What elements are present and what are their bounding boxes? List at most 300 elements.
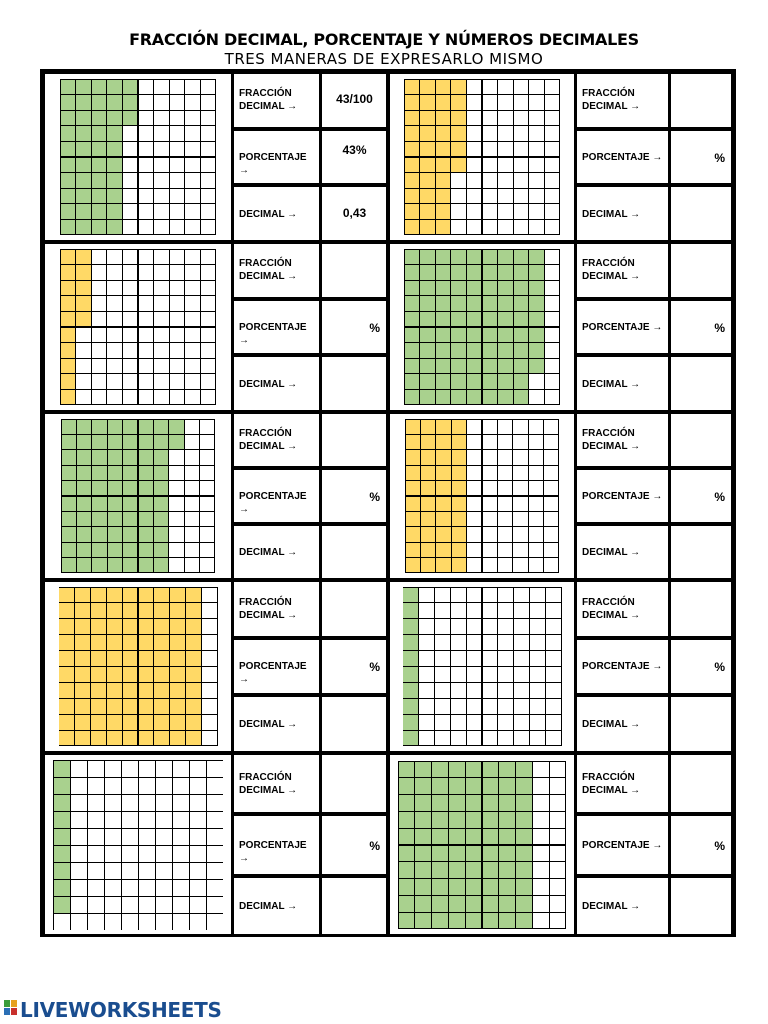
decimal-answer-cell[interactable] [669, 876, 733, 937]
grid-square [200, 450, 214, 464]
fraction-label: FRACCIÓN DECIMAL → [239, 258, 298, 283]
grid-square [61, 265, 76, 280]
grid-square [61, 328, 76, 343]
grid-square [419, 731, 434, 746]
fraction-label: FRACCIÓN DECIMAL → [582, 428, 641, 452]
grid-square [436, 481, 450, 495]
grid-square [467, 390, 482, 405]
grid-square [420, 204, 435, 219]
grid-square [170, 374, 185, 389]
grid-square [483, 250, 498, 265]
grid-square [77, 420, 91, 434]
label-cell [575, 129, 670, 186]
grid-square [185, 189, 200, 204]
percent-answer-cell[interactable] [669, 299, 733, 356]
grid-square [436, 558, 450, 572]
grid-square [483, 328, 498, 343]
grid-square [76, 390, 91, 405]
grid-square [139, 635, 154, 650]
grid-square [514, 265, 529, 280]
grid-square [529, 543, 543, 557]
decimal-answer-cell[interactable] [669, 695, 733, 753]
grid-square [123, 173, 138, 188]
grid-square [483, 158, 498, 173]
percent-answer-cell[interactable] [320, 468, 388, 524]
grid-square [201, 189, 216, 204]
grid-square [108, 466, 122, 480]
grid-square [202, 619, 217, 634]
grid-square [185, 435, 199, 449]
grid-square [498, 481, 512, 495]
grid-square [77, 466, 91, 480]
grid-square [173, 812, 189, 828]
grid-square [449, 778, 465, 794]
grid-square [513, 481, 527, 495]
grid-square [190, 812, 206, 828]
grid-square [451, 699, 466, 714]
grid-square [436, 312, 451, 327]
grid-square [498, 651, 513, 666]
grid-square [185, 95, 200, 110]
grid-square [432, 778, 448, 794]
grid-square [107, 250, 122, 265]
grid-square [190, 880, 206, 896]
grid-square [483, 778, 499, 794]
grid-square [546, 635, 561, 650]
grid-square [54, 795, 70, 811]
fraction-answer-cell[interactable] [669, 242, 733, 299]
grid-square [169, 450, 183, 464]
percent-answer-cell[interactable] [669, 814, 733, 875]
grid-square [405, 158, 420, 173]
grid-square [529, 296, 544, 311]
percent-answer-cell[interactable] [320, 299, 388, 356]
grid-square [451, 281, 466, 296]
grid-square [498, 296, 513, 311]
grid-square [169, 466, 183, 480]
grid-square [77, 558, 91, 572]
percent-label: PORCENTAJE → [239, 661, 307, 686]
grid-square [62, 543, 76, 557]
grid-square [513, 512, 527, 526]
grid-square [76, 343, 91, 358]
fraction-label: FRACCIÓN DECIMAL → [239, 428, 298, 452]
decimal-answer-cell[interactable] [320, 695, 388, 753]
fraction-answer-cell[interactable] [669, 753, 733, 814]
percent-symbol: % [714, 150, 725, 165]
grid-square [88, 897, 104, 913]
fraction-label: FRACCIÓN DECIMAL → [582, 88, 641, 113]
percent-symbol: % [369, 490, 380, 504]
grid-square [76, 312, 91, 327]
grid-square [88, 761, 104, 777]
grid-square [451, 635, 466, 650]
grid-square [530, 683, 545, 698]
grid-square [483, 896, 499, 912]
grid-square [467, 731, 482, 746]
grid-square [419, 651, 434, 666]
grid-square [467, 296, 482, 311]
grid-square [467, 450, 481, 464]
grid-square [202, 603, 217, 618]
grid-square [545, 204, 560, 219]
grid-square [403, 667, 418, 682]
grid-square [200, 497, 214, 511]
grid-square [452, 481, 466, 495]
fraction-answer-cell[interactable] [669, 580, 733, 638]
grid-square [514, 281, 529, 296]
grid-square [61, 126, 76, 141]
grid-square [190, 846, 206, 862]
grid-square [122, 846, 138, 862]
grid-square [451, 158, 466, 173]
decimal-answer-cell[interactable] [669, 355, 733, 412]
grid-square [405, 250, 420, 265]
grid-square [514, 95, 529, 110]
grid-square [91, 683, 106, 698]
fraction-answer-cell[interactable] [669, 72, 733, 129]
label-cell [232, 129, 321, 186]
decimal-label: DECIMAL → [582, 901, 641, 913]
grid-square [139, 667, 154, 682]
grid-square [91, 699, 106, 714]
grid-square [207, 880, 223, 896]
grid-square [466, 812, 482, 828]
grid-square [139, 142, 154, 157]
grid-square [154, 466, 168, 480]
grid-square [92, 281, 107, 296]
fraction-answer-cell[interactable] [320, 580, 388, 638]
grid-square [514, 343, 529, 358]
grid-square [201, 343, 216, 358]
grid-square [483, 435, 497, 449]
grid-square [123, 95, 138, 110]
grid-square [467, 635, 482, 650]
grid-square [451, 343, 466, 358]
grid-square [92, 497, 106, 511]
grid-square [514, 158, 529, 173]
grid-square [550, 896, 566, 912]
grid-square [483, 846, 499, 862]
grid-square [498, 111, 513, 126]
grid-square [467, 265, 482, 280]
percent-answer-cell[interactable] [320, 129, 388, 186]
grid-square [108, 420, 122, 434]
grid-square [483, 450, 497, 464]
grid-square [516, 795, 532, 811]
hundred-grid-cell [43, 242, 233, 412]
grid-square [499, 913, 515, 929]
grid-square [107, 95, 122, 110]
grid-square [432, 762, 448, 778]
grid-square [546, 667, 561, 682]
grid-square [449, 846, 465, 862]
grid-square [54, 846, 70, 862]
label-cell [232, 580, 321, 638]
grid-square [529, 328, 544, 343]
grid-square [154, 126, 169, 141]
grid-square [76, 220, 91, 235]
grid-square [435, 619, 450, 634]
grid-square [498, 543, 512, 557]
grid-square [467, 588, 482, 603]
grid-square [403, 588, 418, 603]
grid-square [156, 812, 172, 828]
grid-square [107, 390, 122, 405]
grid-square [514, 390, 529, 405]
grid-square [139, 588, 154, 603]
grid-square [420, 189, 435, 204]
grid-square [154, 651, 169, 666]
grid-square [533, 913, 549, 929]
grid-square [108, 527, 122, 541]
grid-square [451, 126, 466, 141]
fraction-answer-cell[interactable] [320, 753, 388, 814]
decimal-answer-cell[interactable] [669, 524, 733, 580]
grid-square [107, 651, 122, 666]
grid-square [467, 497, 481, 511]
grid-square [451, 142, 466, 157]
grid-square [421, 512, 435, 526]
grid-square [62, 558, 76, 572]
grid-square [529, 512, 543, 526]
fraction-answer-cell[interactable] [320, 72, 388, 129]
grid-square [62, 497, 76, 511]
grid-square [483, 731, 498, 746]
grid-square [467, 80, 482, 95]
grid-square [201, 158, 216, 173]
grid-square [498, 281, 513, 296]
grid-square [185, 142, 200, 157]
grid-square [88, 863, 104, 879]
percent-answer-cell[interactable] [669, 638, 733, 696]
grid-square [170, 173, 185, 188]
grid-square [185, 281, 200, 296]
grid-square [545, 220, 560, 235]
grid-square [139, 220, 154, 235]
grid-square [202, 683, 217, 698]
fraction-answer-cell[interactable] [320, 242, 388, 299]
grid-square [415, 846, 431, 862]
percent-answer-cell[interactable] [320, 638, 388, 696]
grid-square [420, 328, 435, 343]
grid-square [449, 879, 465, 895]
grid-square [207, 761, 223, 777]
grid-square [498, 466, 512, 480]
grid-square [61, 390, 76, 405]
grid-square [173, 897, 189, 913]
percent-answer-cell[interactable] [669, 129, 733, 186]
grid-square [399, 795, 415, 811]
grid-square [513, 466, 527, 480]
grid-square [186, 603, 201, 618]
grid-square [62, 527, 76, 541]
grid-square [88, 880, 104, 896]
grid-square [399, 812, 415, 828]
grid-square [467, 359, 482, 374]
grid-square [498, 603, 513, 618]
grid-square [514, 619, 529, 634]
grid-square [76, 158, 91, 173]
grid-square [77, 481, 91, 495]
grid-square [91, 667, 106, 682]
grid-square [61, 204, 76, 219]
grid-square [419, 699, 434, 714]
grid-square [467, 204, 482, 219]
grid-square [420, 142, 435, 157]
grid-square [436, 80, 451, 95]
label-cell [575, 412, 670, 468]
grid-square [123, 359, 138, 374]
grid-square [61, 142, 76, 157]
grid-square [207, 795, 223, 811]
grid-square [533, 862, 549, 878]
grid-square [71, 863, 87, 879]
decimal-answer-cell[interactable] [320, 524, 388, 580]
grid-square [467, 111, 482, 126]
grid-square [139, 296, 154, 311]
grid-square [498, 328, 513, 343]
grid-square [92, 111, 107, 126]
grid-square [452, 512, 466, 526]
grid-square [76, 80, 91, 95]
fraction-answer-cell[interactable] [320, 412, 388, 468]
grid-square [514, 699, 529, 714]
grid-square [449, 812, 465, 828]
grid-square [420, 343, 435, 358]
grid-square [71, 795, 87, 811]
grid-square [92, 173, 107, 188]
grid-square [105, 897, 121, 913]
grid-square [399, 913, 415, 929]
grid-square [201, 296, 216, 311]
grid-square [514, 142, 529, 157]
grid-square [169, 543, 183, 557]
label-cell [232, 72, 321, 129]
grid-square [186, 619, 201, 634]
grid-square [61, 312, 76, 327]
grid-square [139, 435, 153, 449]
grid-square [123, 158, 138, 173]
label-cell [575, 355, 670, 412]
grid-square [545, 328, 560, 343]
grid-square [435, 699, 450, 714]
grid-square [529, 527, 543, 541]
grid-square [451, 204, 466, 219]
grid-square [107, 343, 122, 358]
grid-square [75, 699, 90, 714]
grid-square [432, 812, 448, 828]
grid-square [207, 863, 223, 879]
grid-square [154, 189, 169, 204]
grid-square [514, 667, 529, 682]
grid-square [123, 80, 138, 95]
grid-square [435, 731, 450, 746]
percent-answer-cell[interactable] [320, 814, 388, 875]
grid-square [122, 778, 138, 794]
grid-square [432, 829, 448, 845]
grid-square [154, 435, 168, 449]
grid-square [466, 896, 482, 912]
percent-answer-cell[interactable] [669, 468, 733, 524]
grid-square [546, 683, 561, 698]
grid-square [449, 862, 465, 878]
grid-square [139, 173, 154, 188]
grid-square [62, 420, 76, 434]
grid-square [466, 762, 482, 778]
grid-square [186, 667, 201, 682]
decimal-answer-cell[interactable] [320, 185, 388, 242]
grid-square [207, 829, 223, 845]
grid-square [200, 512, 214, 526]
grid-square [185, 204, 200, 219]
grid-square [415, 795, 431, 811]
grid-square [483, 312, 498, 327]
grid-square [200, 543, 214, 557]
grid-square [154, 95, 169, 110]
hundred-grid [405, 419, 559, 573]
grid-square [154, 619, 169, 634]
grid-square [529, 374, 544, 389]
grid-square [483, 142, 498, 157]
grid-square [483, 173, 498, 188]
grid-square [185, 250, 200, 265]
grid-square [185, 374, 200, 389]
grid-square [436, 250, 451, 265]
grid-square [154, 699, 169, 714]
grid-square [154, 359, 169, 374]
grid-square [406, 543, 420, 557]
decimal-answer-cell[interactable] [669, 185, 733, 242]
grid-square [201, 312, 216, 327]
grid-square [452, 497, 466, 511]
grid-square [154, 683, 169, 698]
grid-square [123, 189, 138, 204]
grid-square [107, 80, 122, 95]
grid-square [91, 619, 106, 634]
percent-label: PORCENTAJE → [239, 321, 307, 346]
grid-square [405, 142, 420, 157]
grid-square [421, 466, 435, 480]
grid-square [154, 142, 169, 157]
grid-square [514, 715, 529, 730]
decimal-answer-cell[interactable] [320, 876, 388, 937]
grid-square [185, 450, 199, 464]
grid-square [483, 481, 497, 495]
label-cell [232, 412, 321, 468]
grid-square [449, 762, 465, 778]
grid-square [185, 558, 199, 572]
grid-square [451, 715, 466, 730]
grid-square [467, 667, 482, 682]
grid-square [436, 466, 450, 480]
grid-square [76, 189, 91, 204]
grid-square [173, 914, 189, 930]
decimal-answer-cell[interactable] [320, 355, 388, 412]
grid-square [170, 265, 185, 280]
grid-square [483, 862, 499, 878]
label-cell [575, 876, 670, 937]
grid-square [514, 635, 529, 650]
grid-square [499, 812, 515, 828]
grid-square [432, 862, 448, 878]
grid-square [483, 281, 498, 296]
grid-square [54, 897, 70, 913]
grid-square [91, 588, 106, 603]
fraction-answer-cell[interactable] [669, 412, 733, 468]
grid-square [406, 450, 420, 464]
grid-square [92, 142, 107, 157]
